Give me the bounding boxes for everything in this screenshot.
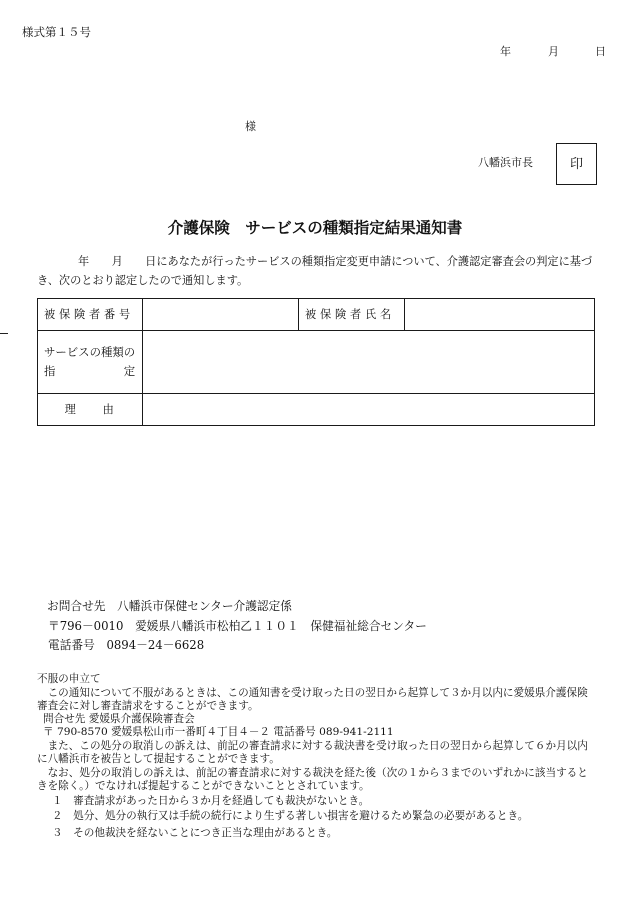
- reason-label: 理 由: [64, 402, 116, 416]
- appeal-line: なお、処分の取消しの訴えは、前記の審査請求に対する裁決を経た後（次の１から３までのいずれかに該当すると: [37, 767, 588, 779]
- reason-label-cell: [38, 394, 143, 426]
- intro-line: き、次のとおり認定したので通知します。: [37, 274, 249, 287]
- addressee-honorific: 様: [245, 120, 256, 133]
- service-type-value-cell: [143, 331, 595, 394]
- seal-box: [556, 143, 597, 185]
- date-year-label: 年: [500, 45, 511, 58]
- appeal-line: 審査会に対し審査請求をすることができます。: [37, 700, 259, 712]
- insured-number-label-cell: [38, 299, 143, 331]
- service-type-label-cell: [38, 331, 143, 394]
- table-row: [38, 299, 595, 331]
- intro-line: 年 月 日にあなたが行ったサービスの種類指定変更申請について、介護認定審査会の判定に基づ: [78, 255, 593, 268]
- contact-office: お問合せ先 八幡浜市保健センター介護認定係: [47, 599, 292, 613]
- fold-mark: [0, 333, 8, 334]
- service-type-label-line: 指 定: [44, 364, 136, 378]
- document-title: 介護保険 サービスの種類指定結果通知書: [167, 218, 463, 237]
- appeal-condition-item: １ 審査請求があった日から３か月を経過しても裁決がないとき。: [52, 795, 370, 807]
- contact-address: 〒796－0010 愛媛県八幡浜市松柏乙１１０１ 保健福祉総合センター: [48, 619, 427, 633]
- date-day-label: 日: [595, 45, 606, 58]
- appeal-line: きを除く。）でなければ提起することができないこととされています。: [37, 780, 370, 792]
- service-type-label-line: サービスの種類の: [44, 345, 136, 359]
- appeal-line: に八幡浜市を被告として提起することができます。: [37, 753, 280, 765]
- appeal-condition-item: ３ その他裁決を経ないことにつき正当な理由があるとき。: [52, 827, 338, 839]
- notice-table: [37, 298, 595, 426]
- form-number: 様式第１５号: [22, 25, 91, 39]
- appeal-contact-name: 問合せ先 愛媛県介護保険審査会: [43, 713, 195, 725]
- appeal-condition-item: ２ 処分、処分の執行又は手続の続行により生ずる著しい損害を避けるため緊急の必要があるとき。: [52, 810, 529, 822]
- appeal-contact-address: 〒 790-8570 愛媛県松山市一番町４丁目４－２ 電話番号 089-941-2111: [43, 726, 394, 738]
- insured-number-value-cell: [143, 299, 299, 331]
- table-row: [38, 331, 595, 394]
- table-row: [38, 394, 595, 426]
- insured-name-label: 被保険者氏名: [305, 307, 395, 321]
- contact-phone: 電話番号 0894－24－6628: [48, 638, 205, 652]
- insured-name-label-cell: [299, 299, 405, 331]
- date-month-label: 月: [548, 45, 559, 58]
- issuer-name: 八幡浜市長: [478, 156, 533, 169]
- appeal-heading: 不服の申立て: [37, 673, 101, 685]
- insured-name-value-cell: [405, 299, 595, 331]
- insured-number-label: 被保険者番号: [44, 307, 134, 321]
- seal-label: 印: [569, 156, 583, 172]
- appeal-line: また、この処分の取消しの訴えは、前記の審査請求に対する裁決書を受け取った日の翌日から起算して６か月以内: [37, 740, 588, 752]
- appeal-line: この通知について不服があるときは、この通知書を受け取った日の翌日から起算して３か月以内に愛媛県介護保険: [37, 687, 588, 699]
- reason-value-cell: [143, 394, 595, 426]
